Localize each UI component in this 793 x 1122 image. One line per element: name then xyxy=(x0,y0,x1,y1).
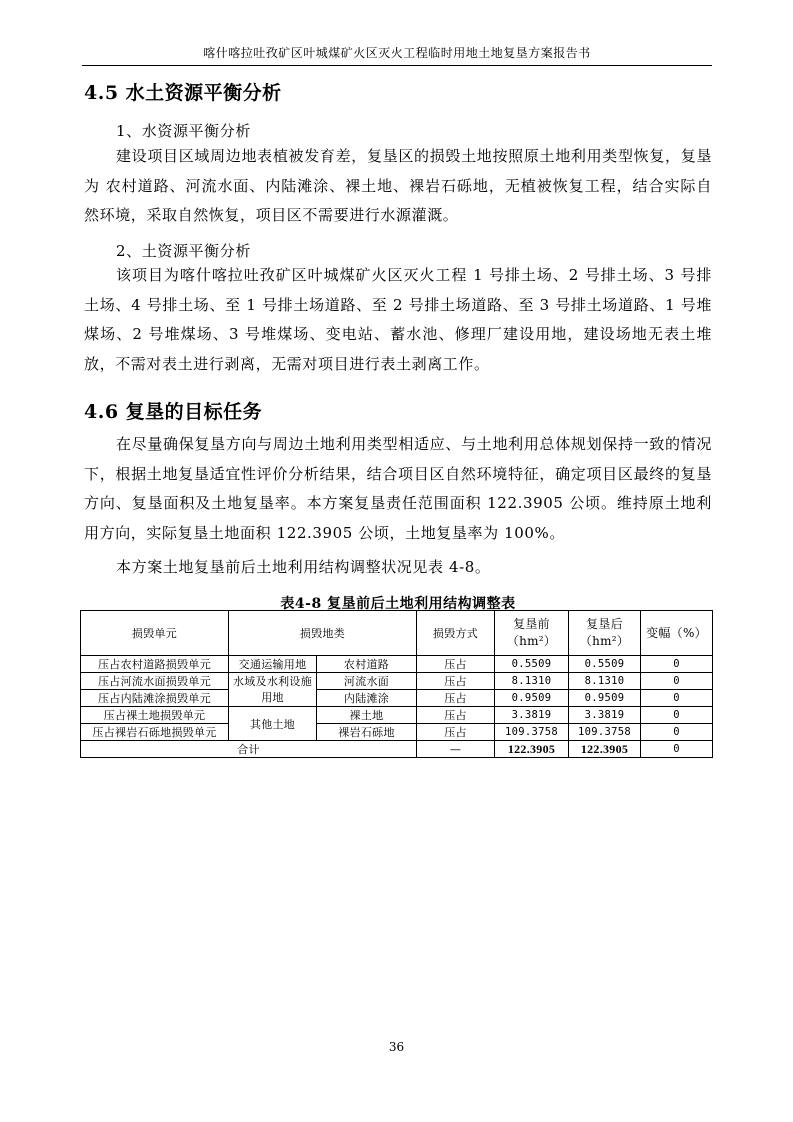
header-rule xyxy=(82,65,712,66)
cell-change: 0 xyxy=(641,724,713,741)
header-after xyxy=(569,611,641,656)
table-caption: 表4-8 复垦前后土地利用结构调整表 xyxy=(280,596,516,612)
table-total-row xyxy=(81,741,713,758)
cell-method: 压占 xyxy=(417,673,495,690)
cell-unit: 压占农村道路损毁单元 xyxy=(81,656,229,673)
header-before-unit: （hm²） xyxy=(506,634,557,648)
cell-change: 0 xyxy=(641,690,713,707)
cell-after: 0.5509 xyxy=(569,656,641,673)
header-change: 变幅（%） xyxy=(641,611,713,656)
table-row xyxy=(81,690,713,707)
cell-before: 109.3758 xyxy=(495,724,569,741)
cell-category: 交通运输用地 xyxy=(229,656,317,673)
cell-change: 0 xyxy=(641,673,713,690)
cell-method: 压占 xyxy=(417,724,495,741)
subheading-soil: 2、土资源平衡分析 xyxy=(116,242,251,260)
cell-after: 109.3758 xyxy=(569,724,641,741)
paragraph-reclamation-target: 在尽量确保复垦方向与周边土地利用类型相适应、与土地利用总体规划保持一致的情况下，根据土地复垦适宜性评价分析结果，结合项目区自然环境特征，确定项目区最终的复垦方向、复垦面积及土地复垦率。本方案复垦责任范围面积 122.3905 公顷。维持原土地利用方向，实际复垦土地面积 122.3905 公顷，土地复垦率为 100%。 xyxy=(84,435,712,542)
cell-unit: 压占裸土地损毁单元 xyxy=(81,707,229,724)
cell-type: 内陆滩涂 xyxy=(317,690,417,707)
cell-before: 3.3819 xyxy=(495,707,569,724)
header-after-unit: （hm²） xyxy=(579,634,630,648)
cell-method: 压占 xyxy=(417,690,495,707)
cell-method: 压占 xyxy=(417,656,495,673)
cell-before: 0.5509 xyxy=(495,656,569,673)
paragraph-soil-balance: 该项目为喀什喀拉吐孜矿区叶城煤矿火区灭火工程 1 号排土场、2 号排土场、3 号排土场、4 号排土场、至 1 号排土场道路、至 2 号排土场道路、至 3 号排土场道路、1 号堆煤场、2 号堆煤场、3 号堆煤场、变电站、蓄水池、修理厂建设用地，建设场地无表土堆放，不需对表土进行剥离，无需对项目进行表土剥离工作。 xyxy=(84,266,712,373)
table-row xyxy=(81,707,713,724)
header-method: 损毁方式 xyxy=(417,611,495,656)
cell-total-label: 合计 xyxy=(81,741,417,758)
header-unit: 损毁单元 xyxy=(81,611,229,656)
paragraph-water-balance: 建设项目区域周边地表植被发育差，复垦区的损毁土地按照原土地利用类型恢复，复垦为 农村道路、河流水面、内陆滩涂、裸土地、裸岩石砾地，无植被恢复工程，结合实际自然环境，采取自然恢复，项目区不需要进行水源灌溉。 xyxy=(84,147,712,224)
cell-total-change: 0 xyxy=(641,741,713,758)
cell-total-before: 122.3905 xyxy=(495,741,569,758)
cell-type: 裸岩石砾地 xyxy=(317,724,417,741)
page-number: 36 xyxy=(388,1040,405,1054)
table-row xyxy=(81,724,713,741)
cell-after: 0.9509 xyxy=(569,690,641,707)
cell-total-method: — xyxy=(417,741,495,758)
table-header-row xyxy=(81,611,713,656)
cell-total-after: 122.3905 xyxy=(569,741,641,758)
cell-change: 0 xyxy=(641,656,713,673)
cell-before: 8.1310 xyxy=(495,673,569,690)
header-before xyxy=(495,611,569,656)
cell-unit: 压占内陆滩涂损毁单元 xyxy=(81,690,229,707)
cell-category: 其他土地 xyxy=(229,707,317,741)
table-row xyxy=(81,673,713,690)
paragraph-table-reference: 本方案土地复垦前后土地利用结构调整状况见表 4-8。 xyxy=(116,558,491,576)
cell-category: 水域及水利设施用地 xyxy=(229,673,317,707)
section-4-5-title: 4.5 水土资源平衡分析 xyxy=(84,82,282,104)
page-header: 喀什喀拉吐孜矿区叶城煤矿火区灭火工程临时用地土地复垦方案报告书 xyxy=(203,46,591,60)
cell-unit: 压占裸岩石砾地损毁单元 xyxy=(81,724,229,741)
table-row xyxy=(81,656,713,673)
cell-method: 压占 xyxy=(417,707,495,724)
land-use-table xyxy=(80,610,713,758)
cell-change: 0 xyxy=(641,707,713,724)
section-4-6-title: 4.6 复垦的目标任务 xyxy=(84,401,263,423)
cell-type: 裸土地 xyxy=(317,707,417,724)
header-before-label: 复垦前 xyxy=(513,617,550,631)
cell-after: 8.1310 xyxy=(569,673,641,690)
header-land-type: 损毁地类 xyxy=(229,611,417,656)
cell-type: 农村道路 xyxy=(317,656,417,673)
header-after-label: 复垦后 xyxy=(586,617,623,631)
cell-after: 3.3819 xyxy=(569,707,641,724)
cell-type: 河流水面 xyxy=(317,673,417,690)
cell-before: 0.9509 xyxy=(495,690,569,707)
cell-unit: 压占河流水面损毁单元 xyxy=(81,673,229,690)
subheading-water: 1、水资源平衡分析 xyxy=(116,122,251,140)
